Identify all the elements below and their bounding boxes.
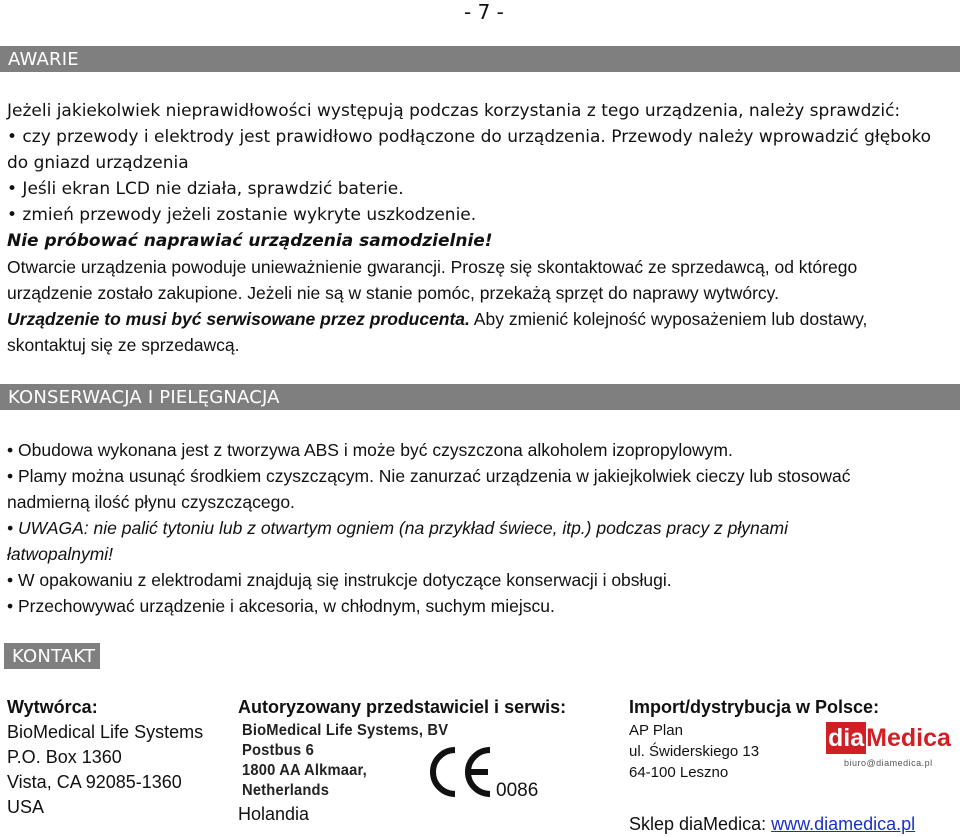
konserwacja-bullet-4: • W opakowaniu z elektrodami znajdują się instrukcje dotyczące konserwacji i obsługi. (7, 570, 672, 590)
manufacturer-line-2: P.O. Box 1360 (7, 747, 122, 767)
logo-text-medica: Medica (866, 724, 951, 752)
representative-line-3: 1800 AA Alkmaar, (242, 762, 367, 779)
importer-line-1: AP Plan (629, 722, 683, 739)
manufacturer-line-1: BioMedical Life Systems (7, 722, 204, 742)
section-bar-awarie (0, 46, 960, 72)
logo-email: biuro@diamedica.pl (844, 758, 933, 768)
section-bar-kontakt (4, 643, 100, 669)
importer-label: Import/dystrybucja w Polsce: (629, 697, 880, 717)
manufacturer-block (7, 695, 203, 820)
section-bar-konserwacja (0, 384, 960, 410)
shop-line (629, 812, 915, 837)
shop-label: Sklep diaMedica: (629, 814, 772, 834)
page-number: - 7 - (464, 0, 504, 24)
representative-country: Holandia (238, 804, 310, 824)
representative-label: Autoryzowany przedstawiciel i serwis: (238, 697, 567, 717)
awarie-bullet-1-line-1: • czy przewody i elektrody jest prawidłowo podłączone do urządzenia. Przewody należy wprowadzić głęboko (7, 127, 932, 147)
section-heading-awarie: AWARIE (8, 49, 79, 70)
logo-text-dia: dia (828, 724, 865, 752)
ce-mark-icon (428, 744, 498, 800)
awarie-service-note: Urządzenie to musi być serwisowane przez producenta. (7, 309, 470, 329)
manufacturer-line-4: USA (7, 797, 45, 817)
konserwacja-bullet-3-line-1: • UWAGA: nie palić tytoniu lub z otwartym ogniem (na przykład świece, itp.) podczas pracy z płynami (7, 518, 788, 538)
awarie-bullet-2: • Jeśli ekran LCD nie działa, sprawdzić baterie. (7, 179, 404, 199)
konserwacja-bullet-2-line-2: nadmierną ilość płynu czyszczącego. (7, 492, 295, 512)
shop-link[interactable]: www.diamedica.pl (771, 814, 916, 834)
awarie-warning: Nie próbować naprawiać urządzenia samodzielnie! (7, 231, 493, 251)
importer-line-3: 64-100 Leszno (629, 764, 729, 781)
representative-address-stamp (242, 721, 448, 801)
awarie-paragraph-1-line-1: Otwarcie urządzenia powoduje unieważnienie gwarancji. Proszę się skontaktować ze sprzedawcą, od którego (7, 257, 858, 277)
ce-notified-body-number: 0086 (496, 780, 539, 801)
awarie-intro: Jeżeli jakiekolwiek nieprawidłowości występują podczas korzystania z tego urządzenia, należy sprawdzić: (7, 101, 901, 121)
representative-line-2: Postbus 6 (242, 742, 315, 759)
awarie-paragraph-2-rest: Aby zmienić kolejność wyposażeniem lub dostawy, (469, 309, 868, 329)
representative-line-1: BioMedical Life Systems, BV (242, 722, 449, 739)
importer-line-2: ul. Świderskiego 13 (629, 743, 760, 760)
awarie-paragraph-2-line-1 (7, 306, 867, 332)
konserwacja-bullet-2-line-1: • Plamy można usunąć środkiem czyszczącym. Nie zanurzać urządzenia w jakiejkolwiek cieczy lub stosować (7, 466, 851, 486)
diamedica-logo (826, 722, 951, 772)
manufacturer-label: Wytwórca: (7, 697, 98, 717)
konserwacja-bullet-3-line-2: łatwopalnymi! (7, 544, 114, 564)
konserwacja-bullet-1: • Obudowa wykonana jest z tworzywa ABS i może być czyszczona alkoholem izopropylowym. (7, 440, 733, 460)
awarie-bullet-3: • zmień przewody jeżeli zostanie wykryte uszkodzenie. (7, 205, 477, 225)
importer-block (629, 720, 759, 783)
representative-line-4: Netherlands (242, 782, 330, 799)
manufacturer-line-3: Vista, CA 92085-1360 (7, 772, 182, 792)
section-heading-konserwacja: KONSERWACJA I PIELĘGNACJA (8, 387, 280, 408)
awarie-paragraph-1-line-2: urządzenie zostało zakupione. Jeżeli nie są w stanie pomóc, przekażą sprzęt do naprawy wytwórcy. (7, 283, 779, 303)
awarie-paragraph-2-line-2: skontaktuj się ze sprzedawcą. (7, 335, 240, 355)
section-heading-kontakt: KONTAKT (12, 646, 96, 667)
awarie-bullet-1-line-2: do gniazd urządzenia (7, 153, 189, 173)
konserwacja-bullet-5: • Przechowywać urządzenie i akcesoria, w chłodnym, suchym miejscu. (7, 596, 555, 616)
